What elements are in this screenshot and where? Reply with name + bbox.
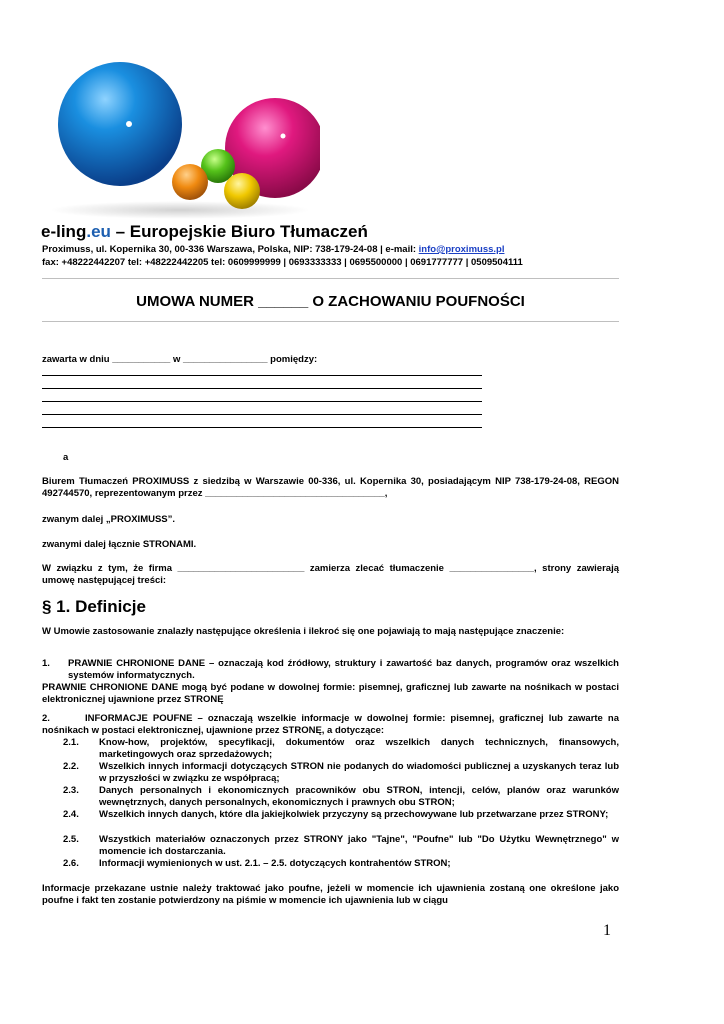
- logo-spheres-image: [40, 60, 320, 220]
- item-number: 2.: [42, 713, 50, 724]
- section-heading: § 1. Definicje: [42, 597, 146, 616]
- blank-party-line: [42, 414, 482, 415]
- brand-title: [41, 222, 368, 242]
- concluded-line: zawarta w dniu ___________ w ________________ pomiędzy:: [42, 354, 318, 365]
- party2-paragraph: Biurem Tłumaczeń PROXIMUSS z siedzibą w Warszawie 00-336, ul. Kopernika 30, posiadającym NIP 738-179-24-08, REGON 492744570, reprezentowanym przez __________________________________,: [42, 476, 619, 499]
- item-note: PRAWNIE CHRONIONE DANE mogą być podane w dowolnej formie: pisemnej, graficznej lub zawarte na nośnikach w postaci elektronicznej ujawnione przez STRONĘ: [42, 682, 619, 705]
- blank-party-line: [42, 427, 482, 428]
- email-link[interactable]: info@proximuss.pl: [418, 244, 505, 255]
- blank-party-line: [42, 388, 482, 389]
- subitem-number: 2.1.: [63, 737, 79, 748]
- brand-prefix: e-ling: [41, 222, 87, 241]
- subitem-text: Know-how, projektów, specyfikacji, dokumentów oraz wszelkich danych technicznych, finansowych, marketingowych oraz sprzedażowych;: [99, 737, 619, 760]
- item-number: 1.: [42, 658, 50, 669]
- subitem-text: Wszystkich materiałów oznaczonych przez STRONY jako "Tajne", "Poufne" lub "Do Użytku Wewnętrznego" w momencie ich dostarczania.: [99, 834, 619, 857]
- blank-party-line: [42, 375, 482, 376]
- and-word: a: [63, 452, 69, 463]
- document-title: UMOWA NUMER ______ O ZACHOWANIU POUFNOŚCI: [136, 293, 525, 310]
- subitem-number: 2.3.: [63, 785, 79, 796]
- closing-paragraph: Informacje przekazane ustnie należy traktować jako poufne, jeżeli w momencie ich ujawnienia zostaną one określone jako poufne i fakt ten zostanie potwierdzony na piśmie w momencie ich ujawnienia lub w ciągu: [42, 883, 619, 906]
- called-line: zwanym dalej „PROXIMUSS”.: [42, 514, 176, 525]
- section-lead: W Umowie zastosowanie znalazły następujące określenia i ilekroć się one pojawiają to mają następujące znaczenie:: [42, 626, 565, 637]
- contact-line: fax: +48222442207 tel: +48222442205 tel: 0609999999 | 0693333333 | 0695500000 | 0691777777 | 0509504111: [42, 257, 523, 268]
- subitem-number: 2.6.: [63, 858, 79, 869]
- subitem-text: Wszelkich innych danych, które dla jakiejkolwiek przyczyny są przechowywane lub przetwarzane przez STRONY;: [99, 809, 609, 820]
- brand-tld: .eu: [86, 222, 111, 241]
- subitem-number: 2.4.: [63, 809, 79, 820]
- blank-party-line: [42, 401, 482, 402]
- item-text: INFORMACJE POUFNE – oznaczają wszelkie informacje w dowolnej formie: pisemnej, graficznej lub zawarte na nośnikach w postaci elektronicznej, ujawnione przez STRONĘ, a dotyczące:: [42, 713, 619, 736]
- page-number: 1: [603, 922, 611, 939]
- together-line: zwanymi dalej łącznie STRONAMI.: [42, 539, 197, 550]
- brand-suffix: – Europejskie Biuro Tłumaczeń: [110, 222, 368, 241]
- whereas-paragraph: W związku z tym, że firma ________________________ zamierza zlecać tłumaczenie ________________, strony zawierają umowę następującej treści:: [42, 563, 619, 586]
- address-text: Proximuss, ul. Kopernika 30, 00-336 Warszawa, Polska, NIP: 738-179-24-08 | e-mail:: [42, 244, 419, 255]
- header-divider: [42, 278, 619, 279]
- subitem-text: Wszelkich innych informacji dotyczących STRON nie podanych do wiadomości publicznej a uzyskanych teraz lub w przyszłości w związku ze współpracą;: [99, 761, 619, 784]
- address-line: [42, 244, 642, 256]
- subitem-number: 2.2.: [63, 761, 79, 772]
- subitem-number: 2.5.: [63, 834, 79, 845]
- title-divider: [42, 321, 619, 322]
- subitem-text: Danych personalnych i ekonomicznych pracowników obu STRON, intencji, celów, planów oraz warunków wewnętrznych, danych personalnych, ekonomicznych i prawnych obu STRON;: [99, 785, 619, 808]
- subitem-text: Informacji wymienionych w ust. 2.1. – 2.5. dotyczących kontrahentów STRON;: [99, 858, 451, 869]
- item-text: PRAWNIE CHRONIONE DANE – oznaczają kod źródłowy, struktury i zawartość baz danych, programów oraz wszelkich systemów informatycznych.: [68, 658, 619, 681]
